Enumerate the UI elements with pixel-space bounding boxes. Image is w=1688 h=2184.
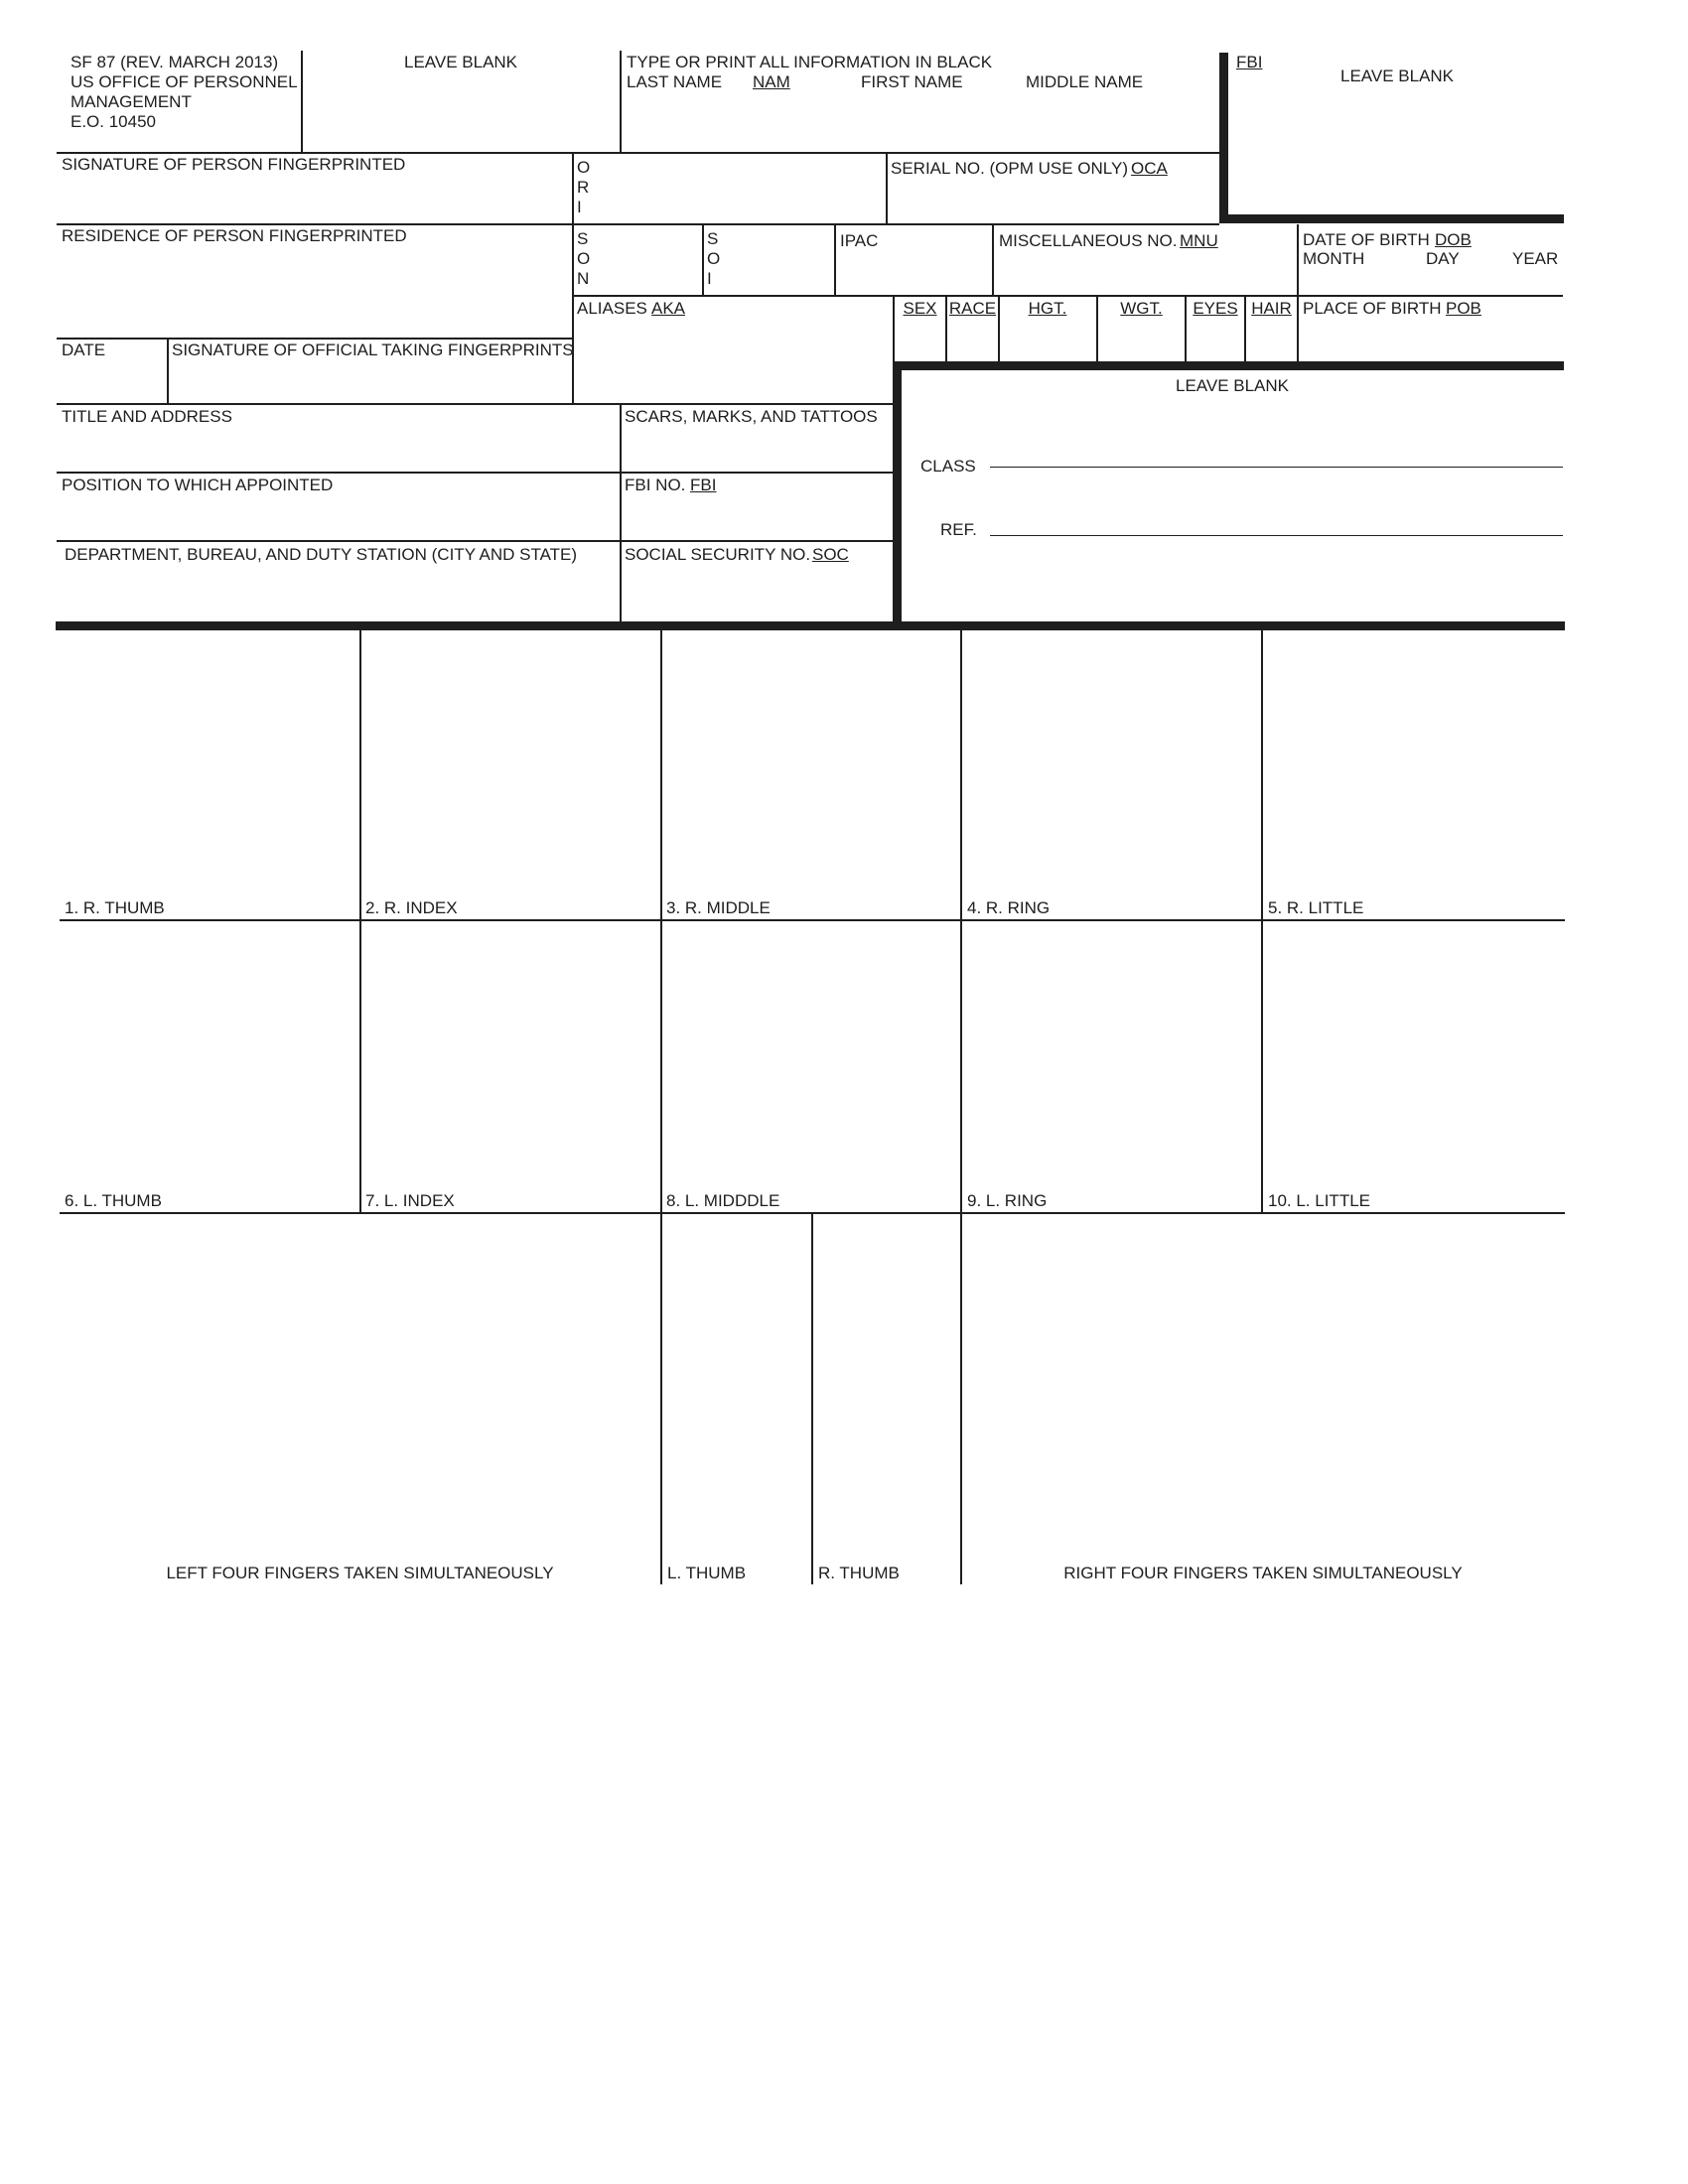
- soi-letter: I: [707, 269, 712, 288]
- misc-code: MNU: [1180, 231, 1218, 250]
- rule: [620, 51, 622, 152]
- son-letters: [577, 229, 597, 289]
- rule: [301, 51, 303, 152]
- right-four-label: RIGHT FOUR FINGERS TAKEN SIMULTANEOUSLY: [1063, 1564, 1463, 1582]
- leave-blank-top: LEAVE BLANK: [404, 53, 518, 71]
- race-label: RACE: [948, 299, 997, 318]
- leave-blank-right: LEAVE BLANK: [1340, 67, 1455, 85]
- rule: [57, 540, 893, 542]
- dob-label: DATE OF BIRTH: [1303, 230, 1430, 249]
- son-letter: N: [577, 269, 590, 288]
- last-name-label: LAST NAME: [627, 72, 723, 91]
- rule: [1297, 224, 1299, 362]
- ori-letter: O: [577, 158, 591, 177]
- residence-label: RESIDENCE OF PERSON FINGERPRINTED: [62, 226, 407, 245]
- department-label: DEPARTMENT, BUREAU, AND DUTY STATION (CITY AND STATE): [65, 545, 578, 564]
- middle-name-label: MIDDLE NAME: [1026, 72, 1144, 91]
- ori-letter: I: [577, 198, 582, 216]
- finger-label: 5. R. LITTLE: [1268, 898, 1364, 917]
- ref-label: REF.: [940, 520, 977, 539]
- rule: [620, 404, 622, 621]
- l-thumb-label: L. THUMB: [667, 1564, 747, 1582]
- rule: [702, 224, 704, 296]
- ssn-label: SOCIAL SECURITY NO.: [625, 545, 811, 564]
- soi-letter: O: [707, 249, 721, 268]
- finger-label: 3. R. MIDDLE: [666, 898, 771, 917]
- hair-label: HAIR: [1251, 299, 1292, 318]
- scars-label: SCARS, MARKS, AND TATTOOS: [625, 407, 878, 426]
- eyes-label: EYES: [1193, 299, 1238, 318]
- rule: [57, 472, 893, 474]
- hgt-label: HGT.: [1028, 299, 1067, 318]
- fbi-no-label: FBI NO.: [625, 476, 686, 494]
- fbi-no-code: FBI: [690, 476, 717, 494]
- rule: [359, 629, 361, 1213]
- left-four-label: LEFT FOUR FINGERS TAKEN SIMULTANEOUSLY: [166, 1564, 554, 1582]
- executive-order: E.O. 10450: [70, 112, 157, 131]
- leave-blank-mid: LEAVE BLANK: [1175, 376, 1290, 395]
- rule: [834, 224, 836, 296]
- soi-letters: [707, 229, 727, 289]
- first-name-label: FIRST NAME: [861, 72, 963, 91]
- rule: [572, 295, 1563, 297]
- form-id: SF 87 (REV. MARCH 2013): [70, 53, 279, 71]
- rule: [992, 224, 994, 296]
- thick-rule: [1219, 53, 1228, 223]
- finger-label: 9. L. RING: [967, 1191, 1048, 1210]
- rule: [811, 1213, 813, 1584]
- rule: [57, 223, 1219, 225]
- rule: [60, 919, 1565, 921]
- ref-line: [990, 535, 1563, 536]
- misc-label: MISCELLANEOUS NO.: [999, 231, 1178, 250]
- rule: [660, 1213, 662, 1584]
- ori-letter: R: [577, 178, 590, 197]
- dob-year: YEAR: [1512, 249, 1559, 268]
- pob-label: PLACE OF BIRTH: [1303, 299, 1442, 318]
- class-label: CLASS: [920, 457, 976, 476]
- rule: [57, 152, 1219, 154]
- finger-label: 7. L. INDEX: [365, 1191, 455, 1210]
- rule: [660, 629, 662, 1213]
- serial-code: OCA: [1131, 159, 1168, 178]
- class-line: [990, 467, 1563, 468]
- finger-label: 1. R. THUMB: [65, 898, 165, 917]
- finger-label: 6. L. THUMB: [65, 1191, 162, 1210]
- rule: [57, 338, 573, 340]
- rule: [167, 338, 169, 404]
- son-letter: S: [577, 229, 589, 248]
- pob-code: POB: [1446, 299, 1481, 318]
- ori-letters: [577, 158, 597, 217]
- son-letter: O: [577, 249, 591, 268]
- rule: [886, 153, 888, 224]
- finger-label: 8. L. MIDDDLE: [666, 1191, 780, 1210]
- ipac-label: IPAC: [840, 231, 879, 250]
- rule: [57, 403, 893, 405]
- serial-label: SERIAL NO. (OPM USE ONLY): [891, 159, 1128, 178]
- aliases-label: ALIASES: [577, 299, 647, 318]
- wgt-label: WGT.: [1120, 299, 1163, 318]
- dob-code: DOB: [1435, 230, 1472, 249]
- agency-line1: US OFFICE OF PERSONNEL: [70, 72, 298, 91]
- nam-code: NAM: [753, 72, 790, 91]
- fbi-code-top: FBI: [1236, 53, 1263, 71]
- ssn-code: SOC: [812, 545, 849, 564]
- position-label: POSITION TO WHICH APPOINTED: [62, 476, 334, 494]
- rule: [960, 629, 962, 1213]
- sex-label: SEX: [903, 299, 937, 318]
- date-label: DATE: [62, 341, 106, 359]
- title-address-label: TITLE AND ADDRESS: [62, 407, 232, 426]
- finger-label: 4. R. RING: [967, 898, 1051, 917]
- rule: [1261, 629, 1263, 1213]
- dob-month: MONTH: [1303, 249, 1365, 268]
- rule: [572, 153, 574, 404]
- agency-line2: MANAGEMENT: [70, 92, 192, 111]
- aliases-code: AKA: [651, 299, 686, 318]
- thick-rule: [1219, 214, 1564, 223]
- thick-rule: [56, 621, 1565, 630]
- signature-person-label: SIGNATURE OF PERSON FINGERPRINTED: [62, 155, 406, 174]
- soi-letter: S: [707, 229, 719, 248]
- finger-label: 10. L. LITTLE: [1268, 1191, 1370, 1210]
- instruction: TYPE OR PRINT ALL INFORMATION IN BLACK: [627, 53, 993, 71]
- rule: [960, 1213, 962, 1584]
- signature-official-label: SIGNATURE OF OFFICIAL TAKING FINGERPRINTS: [172, 341, 574, 359]
- thick-rule: [893, 361, 902, 627]
- dob-day: DAY: [1426, 249, 1460, 268]
- thick-rule: [893, 361, 1564, 370]
- r-thumb-label: R. THUMB: [818, 1564, 900, 1582]
- finger-label: 2. R. INDEX: [365, 898, 458, 917]
